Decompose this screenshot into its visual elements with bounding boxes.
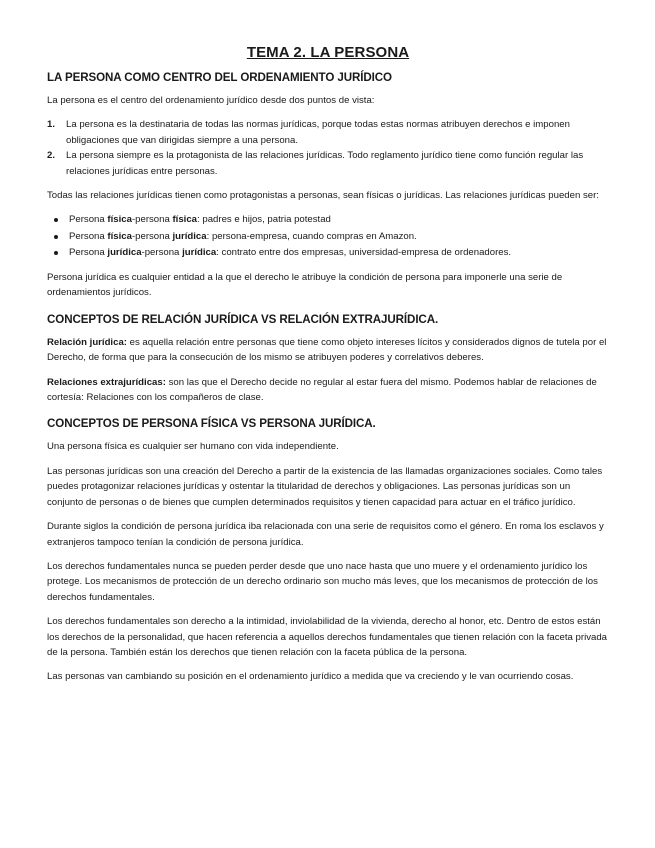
bullet-bold: física: [172, 214, 198, 226]
section1-intro: La persona es el centro del ordenamiento jurídico desde dos puntos de vista:: [47, 95, 375, 106]
bullet-dot-icon: [54, 235, 58, 239]
bullet-bold: jurídica: [172, 230, 207, 242]
bullet-item: [47, 245, 609, 261]
bullet-text: -persona: [131, 214, 173, 226]
numbered-item: [47, 117, 609, 148]
body-paragraph: Las personas jurídicas son una creación del Derecho a partir de la existencia de las llamadas organizaciones sociales. Como tales puedes protagonizar relaciones jurídicas y ostentar la titularidad de derechos y obligaciones. Las personas jurídicas son un conjunto de personas o de bienes que cumplen determinados requisitos y tienen capacidad para actuar en el tráfico jurídico.: [47, 465, 603, 508]
bullet-bold: jurídica: [182, 246, 217, 258]
section-heading-persona-centro: LA PERSONA COMO CENTRO DEL ORDENAMIENTO JURÍDICO: [47, 71, 392, 84]
bullet-text: Persona: [69, 230, 108, 242]
item-number: 1.: [47, 119, 56, 131]
document-title: TEMA 2. LA PERSONA: [246, 44, 410, 61]
item-text: La persona siempre es la protagonista de las relaciones jurídicas. Todo reglamento jurídico tiene como función regular las relaciones jurídicas entre personas.: [66, 150, 584, 177]
bullet-dot-icon: [54, 251, 58, 255]
body-paragraph: Durante siglos la condición de persona jurídica iba relacionada con una serie de requisitos como el género. En roma los esclavos y extranjeros tampoco tenían la condición de persona jurídica.: [47, 521, 604, 548]
body-paragraph: Una persona física es cualquier ser humano con vida independiente.: [47, 441, 339, 453]
term-bold: Relaciones extrajurídicas:: [47, 376, 166, 388]
bullet-text: : persona-empresa, cuando compras en Amazon.: [206, 230, 417, 242]
relacion-juridica-paragraph: [47, 335, 609, 366]
numbered-item: [47, 148, 609, 179]
bullet-bold: jurídica: [107, 246, 142, 258]
body-paragraph: Los derechos fundamentales son derecho a la intimidad, inviolabilidad de la vivienda, derecho al honor, etc. Dentro de estos están los derechos de la personalidad, que hacen referencia a aquellos derechos fundamentales que tienen relación con la faceta privada de la persona. También están los derechos que tienen relación con la faceta pública de la persona.: [47, 616, 608, 658]
body-paragraph: Los derechos fundamentales nunca se pueden perder desde que uno nace hasta que uno muere y el ordenamiento jurídico los protege. Los mecanismos de protección de un derecho ordinario son mucho más leves, que los mecanismos de protección de los derechos fundamentales.: [47, 560, 598, 603]
numbered-list: [47, 117, 609, 179]
term-bold: Relación jurídica:: [47, 336, 127, 348]
section-heading-persona-fisica: CONCEPTOS DE PERSONA FÍSICA VS PERSONA JURÍDICA.: [47, 417, 376, 431]
term-definition: es aquella relación entre personas que tiene como objeto intereses lícitos y considerados dignos de tutela por el Derecho, de forma que para la consecución de los mismo se atribuyen poderes y correlativos deberes.: [47, 336, 607, 364]
item-number: 2.: [47, 150, 56, 162]
item-text: La persona es la destinataria de todas las normas jurídicas, porque todas estas normas atribuyen derechos e imponen obligaciones que van dirigidas siempre a una persona.: [66, 119, 570, 146]
bullet-text: Persona: [69, 246, 108, 258]
relaciones-extrajuridicas-paragraph: [47, 375, 609, 406]
term-definition: son las que el Derecho decide no regular al estar fuera del mismo. Podemos hablar de relaciones de cortesía: Relaciones con los compañeros de clase.: [47, 376, 597, 404]
relations-paragraph: Todas las relaciones jurídicas tienen como protagonistas a personas, sean físicas o jurídicas. Las relaciones jurídicas pueden ser:: [47, 190, 599, 202]
bullet-list: [47, 212, 609, 261]
bullet-dot-icon: [54, 218, 58, 222]
section-heading-relacion-juridica: CONCEPTOS DE RELACIÓN JURÍDICA VS RELACIÓN EXTRAJURÍDICA.: [47, 312, 439, 326]
bullet-text: : padres e hijos, patria potestad: [197, 214, 331, 226]
body-paragraph: Las personas van cambiando su posición en el ordenamiento jurídico a medida que va creciendo y le van ocurriendo cosas.: [47, 671, 574, 683]
bullet-bold: física: [107, 214, 132, 226]
bullet-text: -persona: [141, 246, 183, 258]
bullet-item: [47, 212, 609, 228]
definition-paragraph: Persona jurídica es cualquier entidad a la que el derecho le atribuye la condición de persona para imponerle una serie de ordenamientos jurídicos.: [47, 272, 563, 299]
bullet-item: [47, 229, 609, 245]
bullet-text: -persona: [131, 230, 173, 242]
bullet-text: : contrato entre dos empresas, universidad-empresa de ordenadores.: [216, 246, 512, 258]
bullet-text: Persona: [69, 214, 108, 226]
bullet-bold: física: [107, 230, 132, 242]
